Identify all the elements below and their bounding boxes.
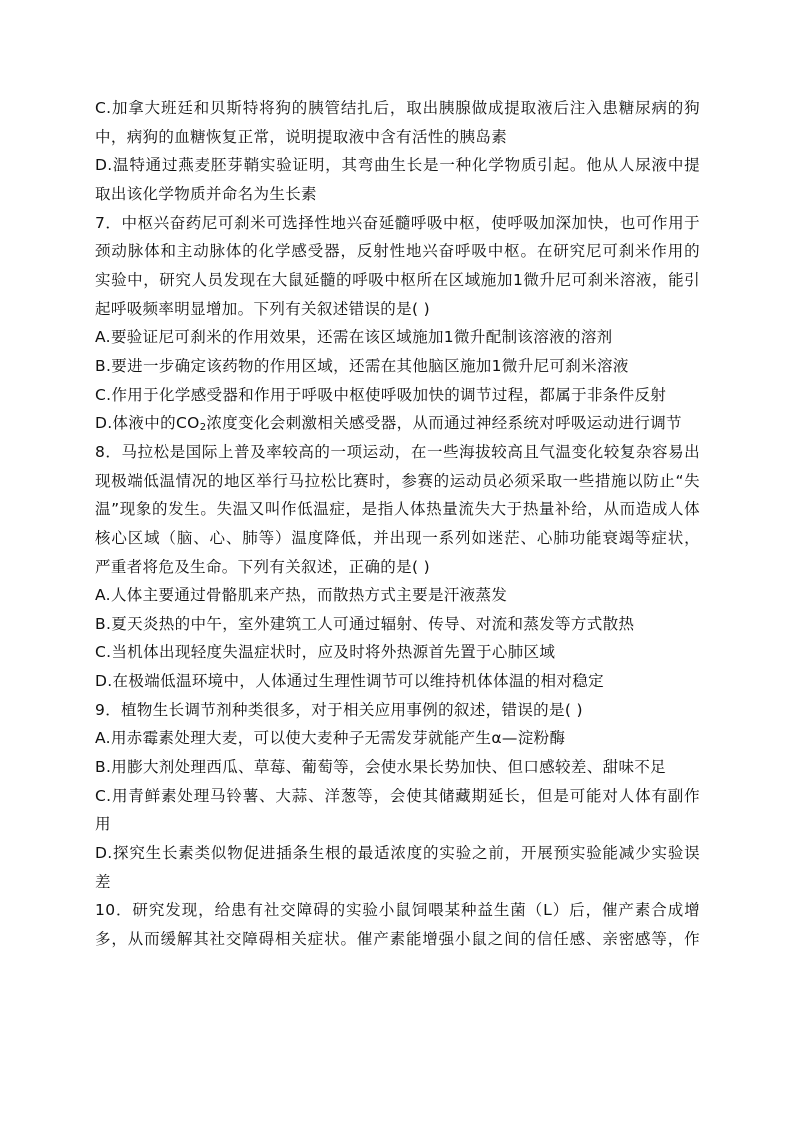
- text-line: 中，病狗的血糖恢复正常，说明提取液中含有活性的胰岛素: [95, 127, 508, 146]
- question-10-stem-line: 10．研究发现，给患有社交障碍的实验小鼠饲喂某种益生菌（L）后，催产素合成增: [95, 901, 700, 920]
- question-10: [95, 896, 700, 953]
- question-9-option-d: 差: [95, 872, 111, 891]
- question-7: [95, 209, 700, 438]
- question-8-stem-line: 8．马拉松是国际上普及率较高的一项运动，在一些海拔较高且气温变化较复杂容易出: [95, 442, 700, 461]
- co2-subscript: 2: [199, 422, 207, 434]
- question-10-stem-line: 多，从而缓解其社交障碍相关症状。催产素能增强小鼠之间的信任感、亲密感等，作: [95, 930, 700, 949]
- question-8-option-b: B.夏天炎热的中午，室外建筑工人可通过辐射、传导、对流和蒸发等方式散热: [95, 614, 635, 633]
- question-8-stem-line: 温”现象的发生。失温又叫作低温症，是指人体热量流失大于热量补给，从而造成人体: [95, 500, 700, 519]
- question-8-stem-line: 现极端低温情况的地区举行马拉松比赛时，参赛的运动员必须采取一些措施以防止“失: [95, 471, 700, 490]
- question-9-option-a: A.用赤霉素处理大麦，可以使大麦种子无需发芽就能产生α—淀粉酶: [95, 729, 566, 748]
- question-9-stem: 9．植物生长调节剂种类很多，对于相关应用事例的叙述，错误的是( ): [95, 700, 583, 719]
- question-9-option-d: D.探究生长素类似物促进插条生根的最适浓度的实验之前，开展预实验能减少实验误: [95, 844, 700, 863]
- exam-page: [95, 94, 700, 954]
- question-9-option-c: 用: [95, 815, 111, 834]
- question-8-stem-line: 严重者将危及生命。下列有关叙述，正确的是( ): [95, 557, 431, 576]
- question-8-option-c: C.当机体出现轻度失温症状时，应及时将外热源首先置于心肺区域: [95, 643, 556, 662]
- question-7-option-c: C.作用于化学感受器和作用于呼吸中枢使呼吸加快的调节过程，都属于非条件反射: [95, 385, 667, 404]
- option-d-text-after: 浓度变化会刺激相关感受器，从而通过神经系统对呼吸运动进行调节: [206, 414, 682, 433]
- question-8-option-d: D.在极端低温环境中，人体通过生理性调节可以维持机体体温的相对稳定: [95, 672, 604, 691]
- question-9-option-b: B.用膨大剂处理西瓜、草莓、葡萄等，会使水果长势加快、但口感较差、甜味不足: [95, 758, 667, 777]
- question-9: [95, 696, 700, 897]
- question-8-option-a: A.人体主要通过骨骼肌来产热，而散热方式主要是汗液蒸发: [95, 586, 508, 605]
- question-6-option-c: [95, 94, 700, 151]
- text-line: 取出该化学物质并命名为生长素: [95, 184, 317, 203]
- text-line: D.温特通过燕麦胚芽鞘实验证明，其弯曲生长是一种化学物质引起。他从人尿液中提: [95, 156, 700, 175]
- question-7-stem-line: 7．中枢兴奋药尼可刹米可选择性地兴奋延髓呼吸中枢，使呼吸加深加快，也可作用于: [95, 213, 700, 232]
- question-7-stem-line: 实验中，研究人员发现在大鼠延髓的呼吸中枢所在区域施加1微升尼可刹米溶液，能引: [95, 270, 700, 289]
- question-7-option-b: B.要进一步确定该药物的作用区域，还需在其他脑区施加1微升尼可刹米溶液: [95, 356, 629, 375]
- option-d-text-before: D.体液中的CO: [95, 414, 200, 433]
- question-7-option-d: [95, 409, 700, 438]
- question-9-option-c: C.用青鲜素处理马铃薯、大蒜、洋葱等，会使其储藏期延长，但是可能对人体有副作: [95, 786, 700, 805]
- question-6-option-d: [95, 151, 700, 208]
- question-8: [95, 438, 700, 696]
- question-7-stem-line: 颈动脉体和主动脉体的化学感受器，反射性地兴奋呼吸中枢。在研究尼可刹米作用的: [95, 242, 700, 261]
- text-line: C.加拿大班廷和贝斯特将狗的胰管结扎后，取出胰腺做成提取液后注入患糖尿病的狗: [95, 99, 700, 117]
- question-7-stem-line: 起呼吸频率明显增加。下列有关叙述错误的是( ): [95, 299, 431, 318]
- question-8-stem-line: 核心区域（脑、心、肺等）温度降低，并出现一系列如迷茫、心肺功能衰竭等症状，: [95, 528, 700, 547]
- question-7-option-a: A.要验证尼可刹米的作用效果，还需在该区域施加1微升配制该溶液的溶剂: [95, 328, 613, 347]
